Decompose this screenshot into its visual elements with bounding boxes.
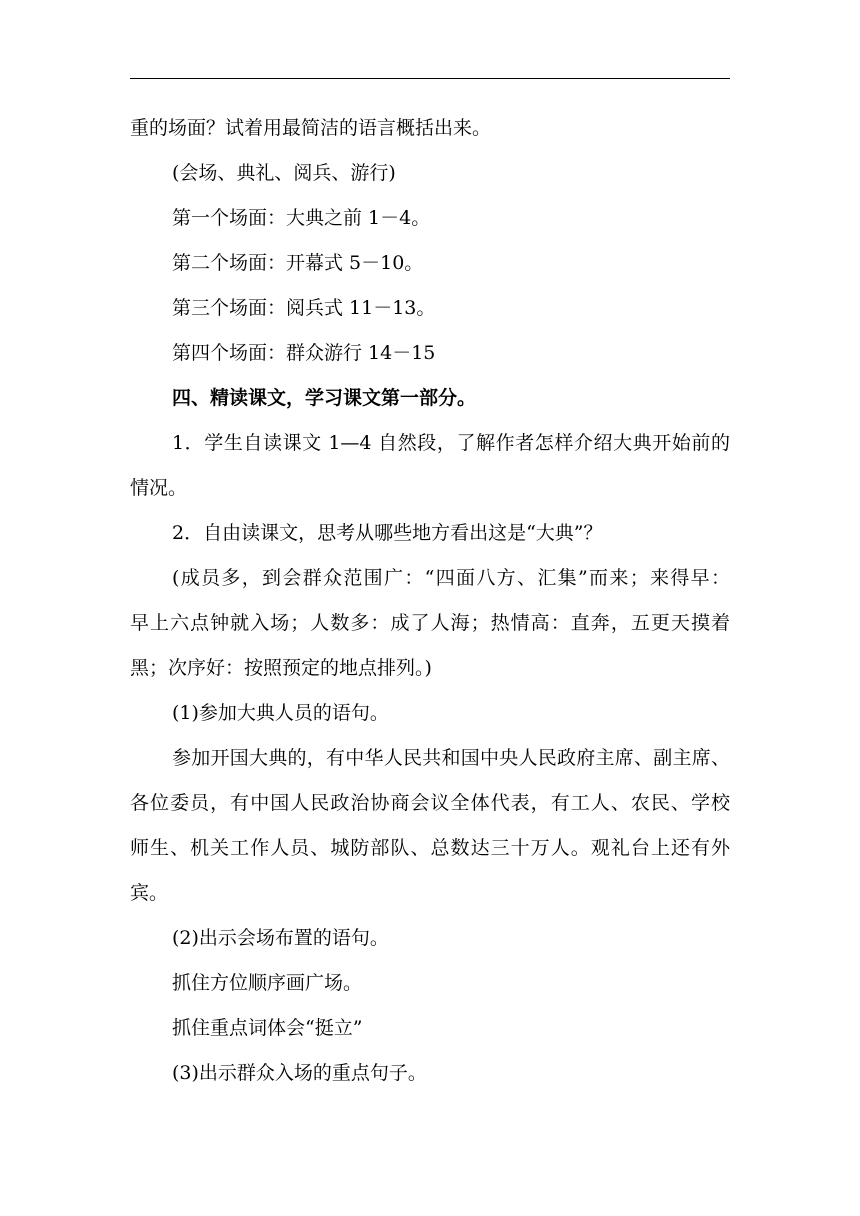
text-line: (3)出示群众入场的重点句子。 (172, 1062, 427, 1084)
text-line: 师生、机关工作人员、城防部队、总数达三十万人。观礼台上还有外 (130, 837, 730, 859)
text-line: 各位委员，有中国人民政治协商会议全体代表，有工人、农民、学校 (130, 792, 730, 814)
text-line: 黑；次序好：按照预定的地点排列。) (130, 657, 432, 679)
section-heading: 四、精读课文，学习课文第一部分。 (172, 387, 477, 409)
text-line: 抓住方位顺序画广场。 (172, 972, 363, 994)
text-line: 第一个场面：大典之前 1－4。 (172, 207, 431, 229)
text-line: 2．自由读课文，思考从哪些地方看出这是“大典”？ (172, 522, 603, 544)
text-line: 早上六点钟就入场；人数多：成了人海；热情高：直奔，五更天摸着 (130, 612, 730, 634)
text-line: 抓住重点词体会“挺立” (172, 1017, 363, 1039)
text-line: 第三个场面：阅兵式 11－13。 (172, 297, 436, 319)
header-rule (130, 78, 730, 79)
text-line: 参加开国大典的，有中华人民共和国中央人民政府主席、副主席、 (172, 747, 730, 769)
text-line: (2)出示会场布置的语句。 (172, 927, 389, 949)
text-line: (会场、典礼、阅兵、游行) (172, 162, 396, 184)
text-line: 宾。 (130, 882, 169, 904)
text-line: 重的场面？试着用最简洁的语言概括出来。 (130, 117, 492, 139)
text-line: 1．学生自读课文 1—4 自然段，了解作者怎样介绍大典开始前的 (172, 432, 730, 454)
text-line: 情况。 (130, 477, 188, 499)
text-line: (1)参加大典人员的语句。 (172, 702, 389, 724)
text-line: 第四个场面：群众游行 14－15 (172, 342, 436, 364)
text-line: 第二个场面：开幕式 5－10。 (172, 252, 424, 274)
text-line: (成员多，到会群众范围广：“四面八方、汇集”而来；来得早： (172, 567, 730, 589)
